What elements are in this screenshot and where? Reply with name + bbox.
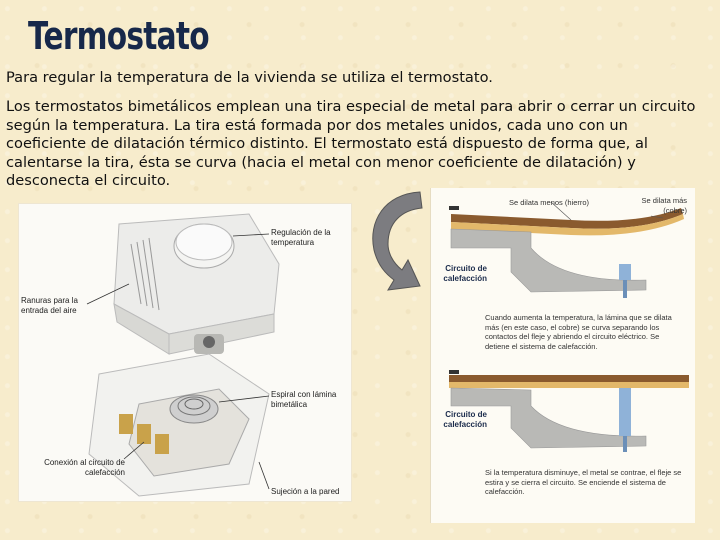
- page-title: Termostato: [28, 14, 209, 58]
- intro-paragraph: Para regular la temperatura de la vivienda se utiliza el termostato.: [6, 69, 493, 86]
- bimetal-diagram: [430, 188, 695, 523]
- label-circuit-lower: Circuito de calefacción: [443, 410, 487, 429]
- label-regulation: Regulación de la temperatura: [271, 228, 331, 247]
- explanation-paragraph: Los termostatos bimetálicos emplean una tira especial de metal para abrir o cerrar un circuito según la temperatura. La tira está formada por dos metales unidos, cada uno con un coeficiente de dilatación térmico distinto. El termostato está dispuesto de forma que, al calentarse la tira, ésta se curva (hacia el metal con menor coeficiente de dilatación) y desconecta el circuito.: [6, 98, 696, 190]
- curved-arrow-icon: [364, 188, 428, 298]
- label-circuit-upper: Circuito de calefacción: [443, 264, 487, 283]
- label-spiral: Espiral con lámina bimetálica: [271, 390, 337, 409]
- label-slots: Ranuras para la entrada del aire: [21, 296, 78, 315]
- label-connection: Conexión al circuito de calefacción: [44, 458, 125, 477]
- caption-lower: Si la temperatura disminuye, el metal se contrae, el fleje se estira y se cierra el circuito. Se enciende el sistema de calefacción.: [485, 468, 682, 497]
- label-dilates-more: Se dilata más (cobre): [641, 196, 687, 215]
- caption-upper: Cuando aumenta la temperatura, la lámina que se dilata más (en este caso, el cobre) se curva separando los contactos del fleje y abriendo el circuito eléctrico. Se detiene el sistema de calefacción.: [485, 313, 672, 351]
- label-dilates-less: Se dilata menos (hierro): [509, 198, 590, 207]
- thermostat-illustration: [19, 204, 351, 501]
- thermostat-photo: [18, 203, 352, 502]
- label-wall: Sujeción a la pared: [271, 487, 340, 496]
